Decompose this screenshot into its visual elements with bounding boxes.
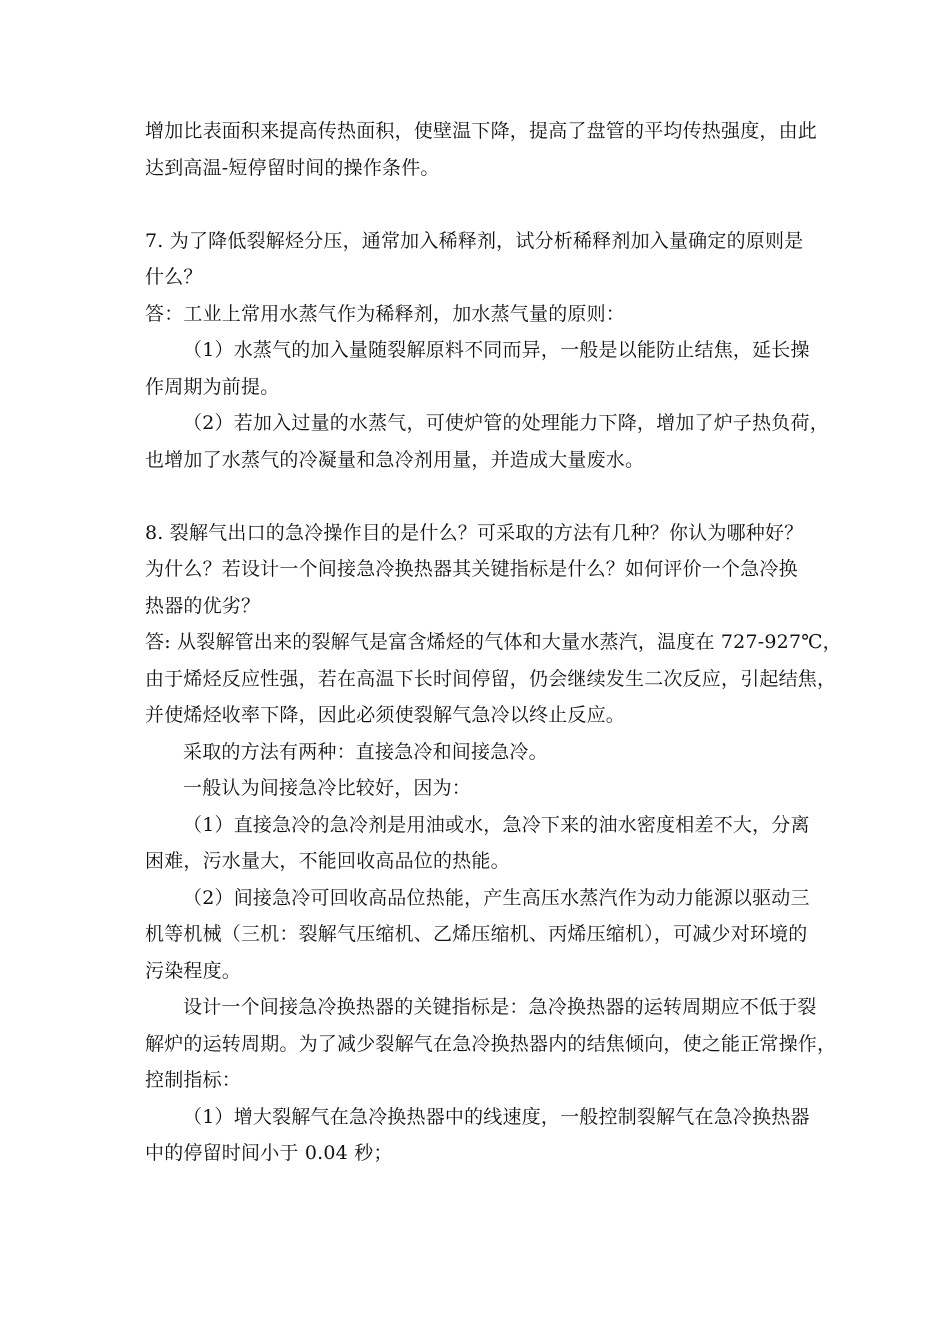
- answer-8-reason-2: 机等机械（三机：裂解气压缩机、乙烯压缩机、丙烯压缩机），可减少对环境的: [145, 923, 808, 945]
- answer-8-control-1: （1）增大裂解气在急冷换热器中的线速度，一般控制裂解气在急冷换热器: [183, 1105, 810, 1128]
- answer-8-methods: 采取的方法有两种：直接急冷和间接急冷。: [183, 740, 548, 763]
- answer-7-point-1: 作周期为前提。: [145, 375, 280, 398]
- question-8-line: 8. 裂解气出口的急冷操作目的是什么？可采取的方法有几种？你认为哪种好？: [145, 521, 804, 544]
- answer-7-point-2: 也增加了水蒸气的冷凝量和急冷剂用量，并造成大量废水。: [145, 448, 645, 471]
- answer-8-line: 由于烯烃反应性强，若在高温下长时间停留，仍会继续发生二次反应，引起结焦，: [145, 667, 837, 690]
- answer-8-reason-1: 困难，污水量大，不能回收高品位的热能。: [145, 850, 510, 872]
- answer-8-reason-2: 污染程度。: [145, 959, 242, 982]
- answer-7-intro: 答：工业上常用水蒸气作为稀释剂，加水蒸气量的原则：: [145, 302, 626, 325]
- section-gap: [145, 186, 815, 223]
- paragraph-line: 达到高温-短停留时间的操作条件。: [145, 156, 440, 179]
- answer-8-design: 设计一个间接急冷换热器的关键指标是：急冷换热器的运转周期应不低于裂: [183, 996, 817, 1018]
- paragraph-line: 增加比表面积来提高传热面积，使壁温下降，提高了盘管的平均传热强度，由此: [145, 120, 818, 142]
- answer-8-control-1: 中的停留时间小于 0.04 秒；: [145, 1142, 393, 1164]
- answer-8-design: 控制指标：: [145, 1069, 242, 1091]
- question-7-line: 7. 为了降低裂解烃分压，通常加入稀释剂，试分析稀释剂加入量确定的原则是: [145, 229, 804, 252]
- question-8-line: 热器的优劣？: [145, 594, 261, 617]
- answer-8-line: 答: 从裂解管出来的裂解气是富含烯烃的气体和大量水蒸汽，温度在 727-927℃，: [145, 631, 842, 653]
- question-7-line: 什么？: [145, 266, 203, 288]
- answer-7-point-1: （1）水蒸气的加入量随裂解原料不同而异，一般是以能防止结焦，延长操: [183, 339, 810, 361]
- answer-7-point-2: （2）若加入过量的水蒸气，可使炉管的处理能力下降，增加了炉子热负荷，: [183, 412, 829, 434]
- document-page: [145, 113, 842, 1172]
- question-8-line: 为什么？若设计一个间接急冷换热器其关键指标是什么？如何评价一个急冷换: [145, 558, 798, 580]
- answer-8-line: 并使烯烃收率下降，因此必须使裂解气急冷以终止反应。: [145, 704, 626, 726]
- answer-8-reason-2: （2）间接急冷可回收高品位热能，产生高压水蒸汽作为动力能源以驱动三: [183, 886, 810, 909]
- section-gap: [145, 478, 815, 515]
- answer-8-preference: 一般认为间接急冷比较好，因为：: [183, 777, 472, 799]
- answer-8-reason-1: （1）直接急冷的急冷剂是用油或水，急冷下来的油水密度相差不大，分离: [183, 813, 810, 836]
- answer-8-design: 解炉的运转周期。为了减少裂解气在急冷换热器内的结焦倾向，使之能正常操作，: [145, 1032, 837, 1055]
